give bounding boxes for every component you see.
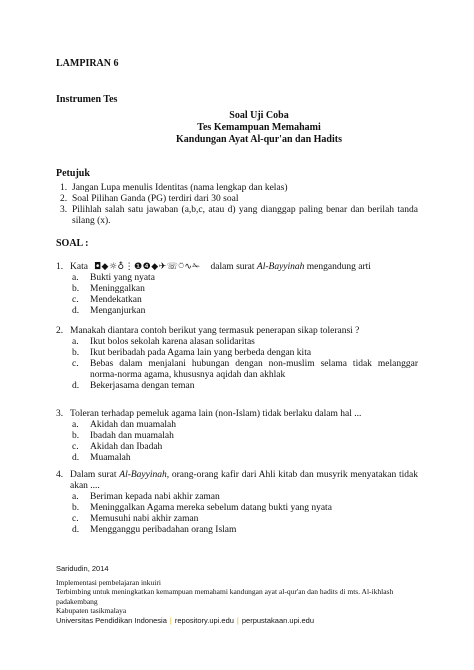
surah-name: Al-Bayyinah [256,262,305,272]
question-number: 4. [56,470,64,480]
question-number: 2. [56,326,64,336]
question-2 [56,326,418,392]
stem-text: Manakah diantara contoh berikut yang termasuk penerapan sikap toleransi ? [70,326,360,336]
item-text: Jangan Lupa menulis Identitas (nama lengkap dan kelas) [72,183,288,193]
petunjuk-list [56,183,418,227]
petunjuk-item [56,194,418,205]
options-list [56,273,418,317]
university-name: Universitas Pendidikan Indonesia [56,615,167,625]
option-d[interactable]: d. Menganjurkan [72,306,146,316]
footer-author: Saridudin, 2014 [56,564,109,573]
separator: | [236,615,239,625]
question-stem [56,262,418,273]
option-b[interactable]: b. Ibadah dan muamalah [72,431,174,441]
options-list [56,492,418,536]
stem-text: mengandung arti [304,262,371,272]
petunjuk-item [56,205,418,227]
document-title [0,110,474,146]
lampiran-label: LAMPIRAN 6 [56,58,119,69]
petunjuk-item [56,183,418,194]
stem-text: , orang-orang kafir dari Ahli kitab dan musyrik menyatakan tidak akan .... [70,470,418,491]
options-list [56,420,418,464]
question-4 [56,470,418,536]
question-3 [56,409,418,464]
title-line-1: Soal Uji Coba [229,110,289,121]
page-footer [56,564,426,625]
footer-title-line: Implementasi pembelajaran inkuiri [56,577,161,587]
footer-title-line: Terbimbing untuk meningkatkan kemampuan memahami kandungan ayat al-qur'an dan hadits di mts. Al-ikhlash padakembang [56,587,394,606]
stem-text: dalam surat [210,262,257,272]
option-b[interactable]: b. Ikut beribadah pada Agama lain yang berbeda dengan kita [72,348,312,358]
option-a[interactable]: a. Bukti yang nyata [72,273,155,283]
option-c[interactable]: c. Mendekatkan [72,295,142,305]
question-number: 1. [56,262,64,272]
question-stem [56,409,418,420]
stem-text: Toleran terhadap pemeluk agama lain (non-Islam) tidak berlaku dalam hal ... [70,409,362,419]
title-line-2: Tes Kemampuan Memahami [197,122,321,133]
option-d[interactable]: d. Bekerjasama dengan teman [72,381,195,391]
option-a[interactable]: a. Beriman kepada nabi akhir zaman [72,492,220,502]
title-line-3: Kandungan Ayat Al-qur'an dan Hadits [176,134,342,145]
stem-text: Kata [70,262,88,272]
question-number: 3. [56,409,64,419]
library-link[interactable]: perpustakaan.upi.edu [241,615,315,625]
item-text: Pilihlah salah satu jawaban (a,b,c, atau d) yang dianggap paling benar dan berilah tanda silang (x). [72,205,418,226]
options-list [56,337,418,392]
separator: | [169,615,172,625]
repository-link[interactable]: repository.upi.edu [174,615,234,625]
option-b[interactable]: b. Meninggalkan [72,284,145,294]
petunjuk-heading: Petujuk [56,168,90,179]
item-number: 3. [60,205,68,215]
option-a[interactable]: a. Akidah dan muamalah [72,420,177,430]
question-stem [56,470,418,492]
surah-name: Al-Bayyinah [119,470,167,480]
soal-heading: SOAL : [56,238,89,249]
option-c[interactable]: c. Memusuhi nabi akhir zaman [72,514,199,524]
question-1 [56,262,418,317]
footer-title-line: Kabupaten tasikmalaya [56,606,127,615]
arabic-word-glyphs: ◘◆☼♁⋮❶❹◆✈☏⍥∿✁ [93,262,201,272]
item-text: Soal Pilihan Ganda (PG) terdiri dari 30 soal [72,194,239,204]
option-a[interactable]: a. Ikut bolos sekolah karena alasan solidaritas [72,337,255,347]
option-c[interactable]: c. Bebas dalam menjalani hubungan dengan non-muslim selama tidak melanggar norma-norma agama, khususnya aqidah dan akhlak [72,359,418,380]
option-d[interactable]: d. Mengganggu peribadahan orang Islam [72,525,237,535]
option-d[interactable]: d. Muamalah [72,453,131,463]
question-stem [56,326,418,337]
option-c[interactable]: c. Akidah dan Ibadah [72,442,163,452]
item-number: 1. [60,183,68,193]
footer-university-line [56,616,426,626]
item-number: 2. [60,194,68,204]
instrumen-heading: Instrumen Tes [56,94,118,105]
stem-text: Dalam surat [70,470,120,480]
option-b[interactable]: b. Meninggalkan Agama mereka sebelum datang bukti yang nyata [72,503,332,513]
